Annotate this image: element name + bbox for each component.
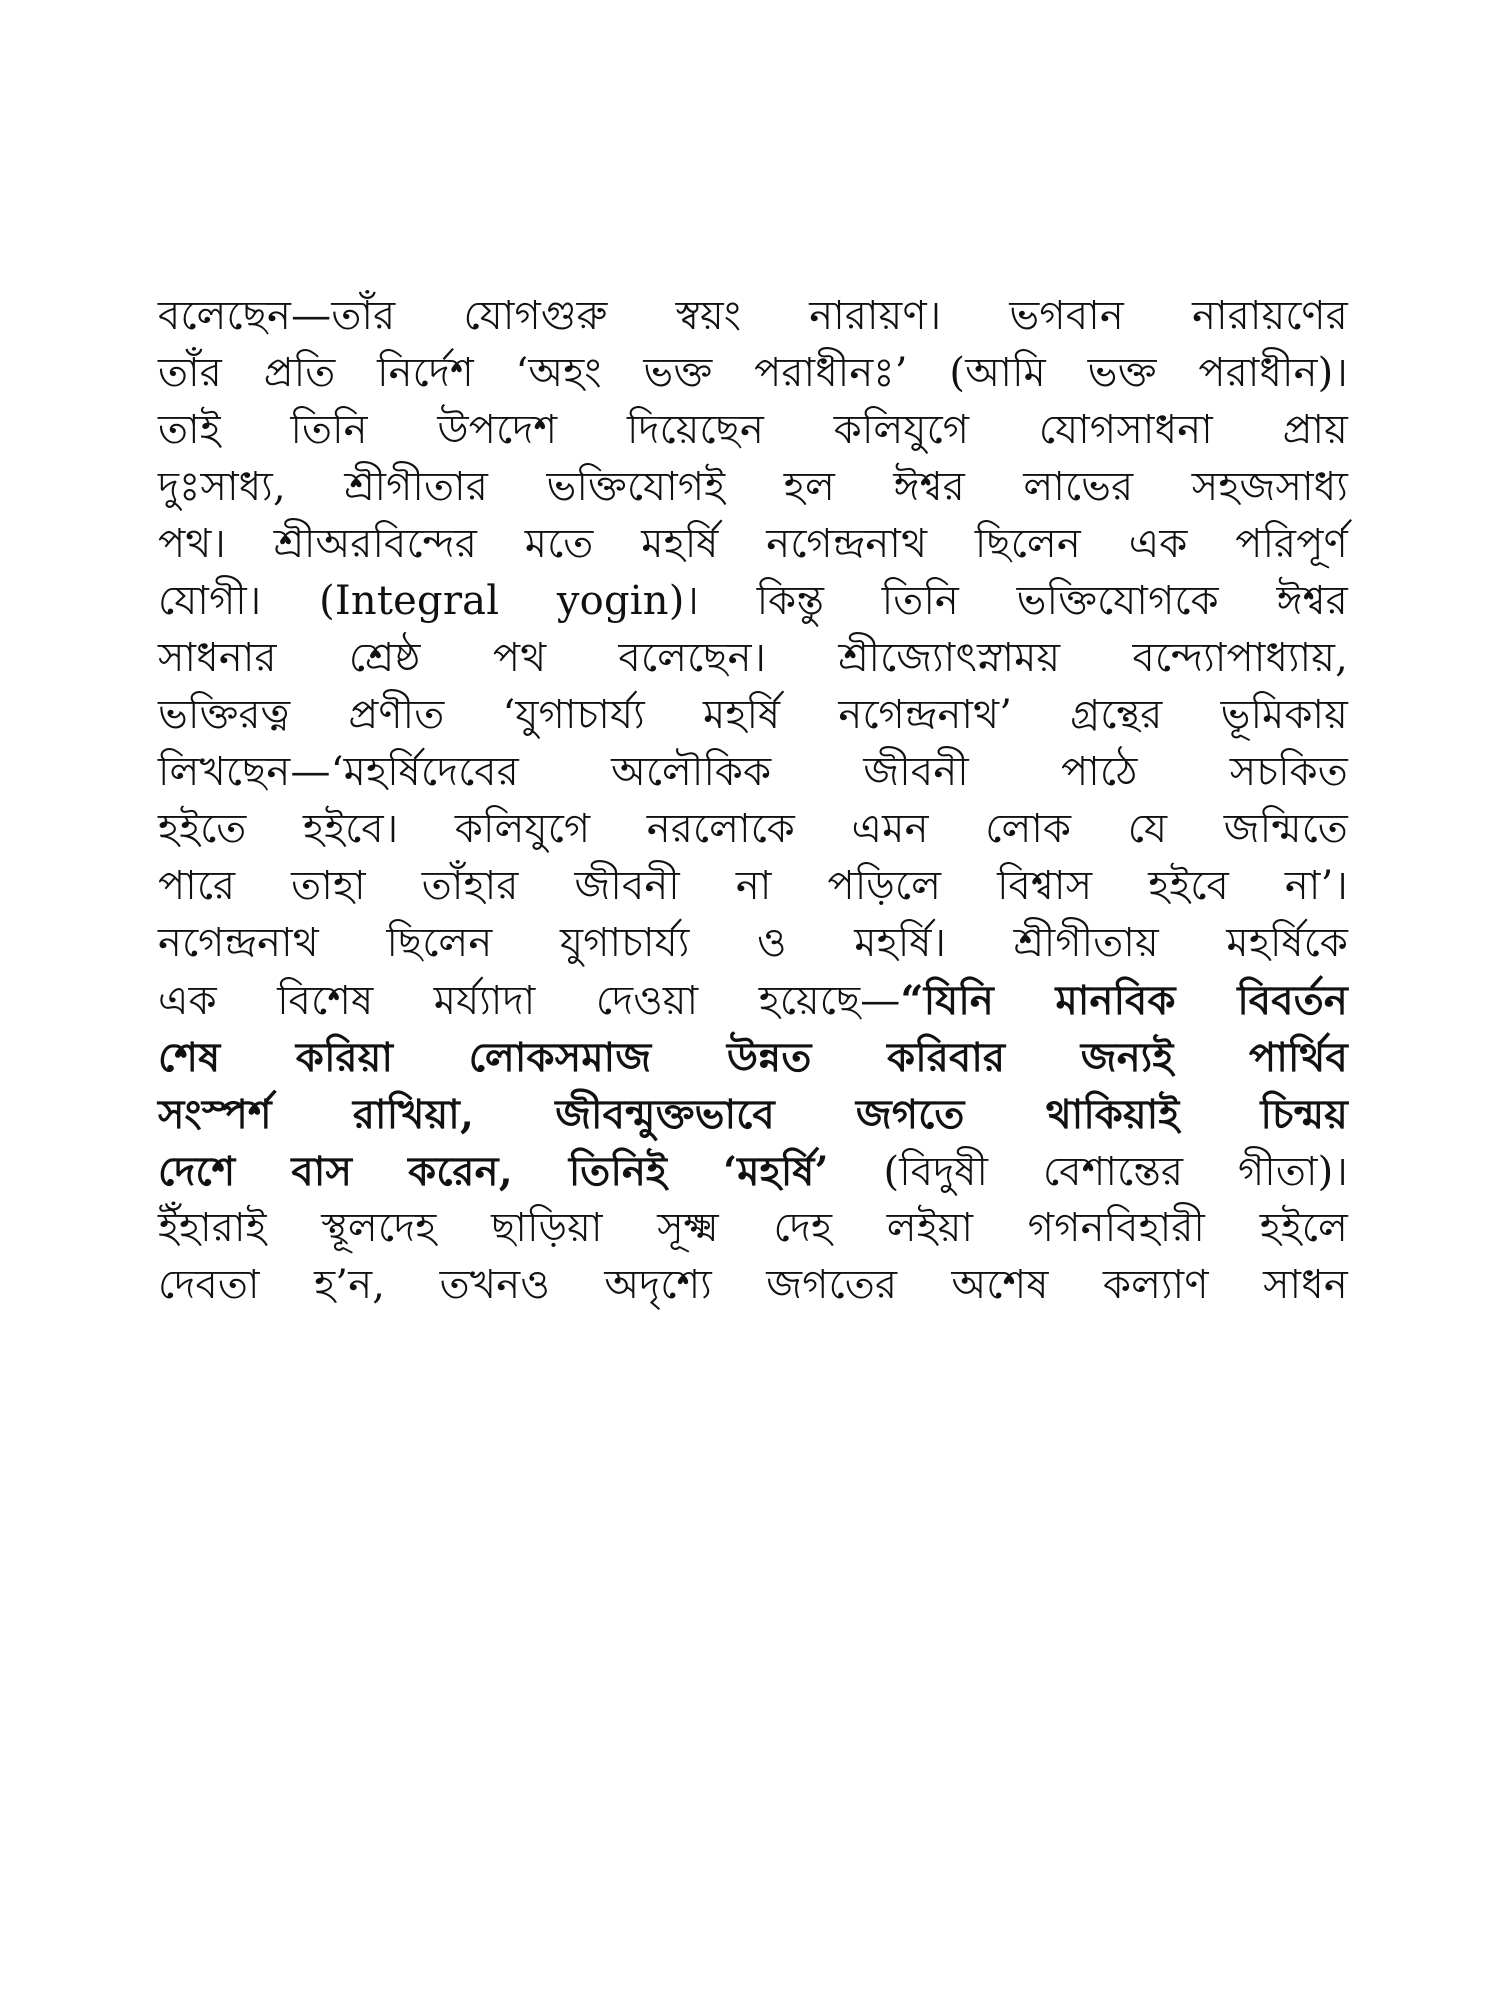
text-line: দেবতা হ’ন, তখনও অদৃশ্যে জগতের অশেষ কল্যাণ সাধন <box>158 1262 1348 1308</box>
quote-bold-text: “যিনি মানবিক বিবর্তন <box>900 977 1348 1024</box>
quote-bold-text: সংস্পর্শ রাখিয়া, জীবন্মুক্তভাবে জগতে থাকিয়াই চিন্ময় <box>158 1091 1348 1138</box>
text-line: এক বিশেষ মর্য্যাদা দেওয়া হয়েছে—“যিনি মানবিক বিবর্তন <box>158 977 1348 1024</box>
text-line <box>158 1086 1348 1143</box>
text-line: দুঃসাধ্য, শ্রীগীতার ভক্তিযোগই হল ঈশ্বর লাভের সহজসাধ্য <box>158 464 1348 510</box>
quote-bold-text: দেশে বাস করেন, তিনিই ‘মহর্ষি’ <box>158 1148 829 1195</box>
text-line: পথ। শ্রীঅরবিন্দের মতে মহর্ষি নগেন্দ্রনাথ ছিলেন এক পরিপূর্ণ <box>158 521 1348 567</box>
text-line: তাঁর প্রতি নির্দেশ ‘অহং ভক্ত পরাধীনঃ’ (আমি ভক্ত পরাধীন)। <box>158 350 1348 396</box>
quote-bold-text: শেষ করিয়া লোকসমাজ উন্নত করিবার জন্যই পার্থিব <box>158 1034 1348 1081</box>
text-line: সাধনার শ্রেষ্ঠ পথ বলেছেন। শ্রীজ্যোৎস্নাময় বন্দ্যোপাধ্যায়, <box>158 635 1348 681</box>
text-line <box>158 1143 1348 1200</box>
text-line: বলেছেন—তাঁর যোগগুরু স্বয়ং নারায়ণ। ভগবান নারায়ণের <box>158 293 1348 339</box>
text-line: ইঁহারাই স্থূলদেহ ছাড়িয়া সূক্ষ্ম দেহ লইয়া গগনবিহারী হইলে <box>158 1205 1348 1251</box>
text-line: লিখছেন—‘মহর্ষিদেবের অলৌকিক জীবনী পাঠে সচকিত <box>158 749 1348 795</box>
text-line: ভক্তিরত্ন প্রণীত ‘যুগাচার্য্য মহর্ষি নগেন্দ্রনাথ’ গ্রন্থের ভূমিকায় <box>158 692 1348 738</box>
body-paragraph <box>158 288 1348 1314</box>
text-line: হইতে হইবে। কলিযুগে নরলোকে এমন লোক যে জন্মিতে <box>158 806 1348 852</box>
text-line: তাই তিনি উপদেশ দিয়েছেন কলিযুগে যোগসাধনা প্রায় <box>158 407 1348 453</box>
text-line: নগেন্দ্রনাথ ছিলেন যুগাচার্য্য ও মহর্ষি। শ্রীগীতায় মহর্ষিকে <box>158 920 1348 966</box>
text-line <box>158 1029 1348 1086</box>
citation-text: (বিদুষী বেশান্তের গীতা)। <box>828 1149 1348 1195</box>
text-line: যোগী। (Integral yogin)। কিন্তু তিনি ভক্তিযোগকে ঈশ্বর <box>158 578 1348 624</box>
text-line: পারে তাহা তাঁহার জীবনী না পড়িলে বিশ্বাস হইবে না’। <box>158 863 1348 909</box>
